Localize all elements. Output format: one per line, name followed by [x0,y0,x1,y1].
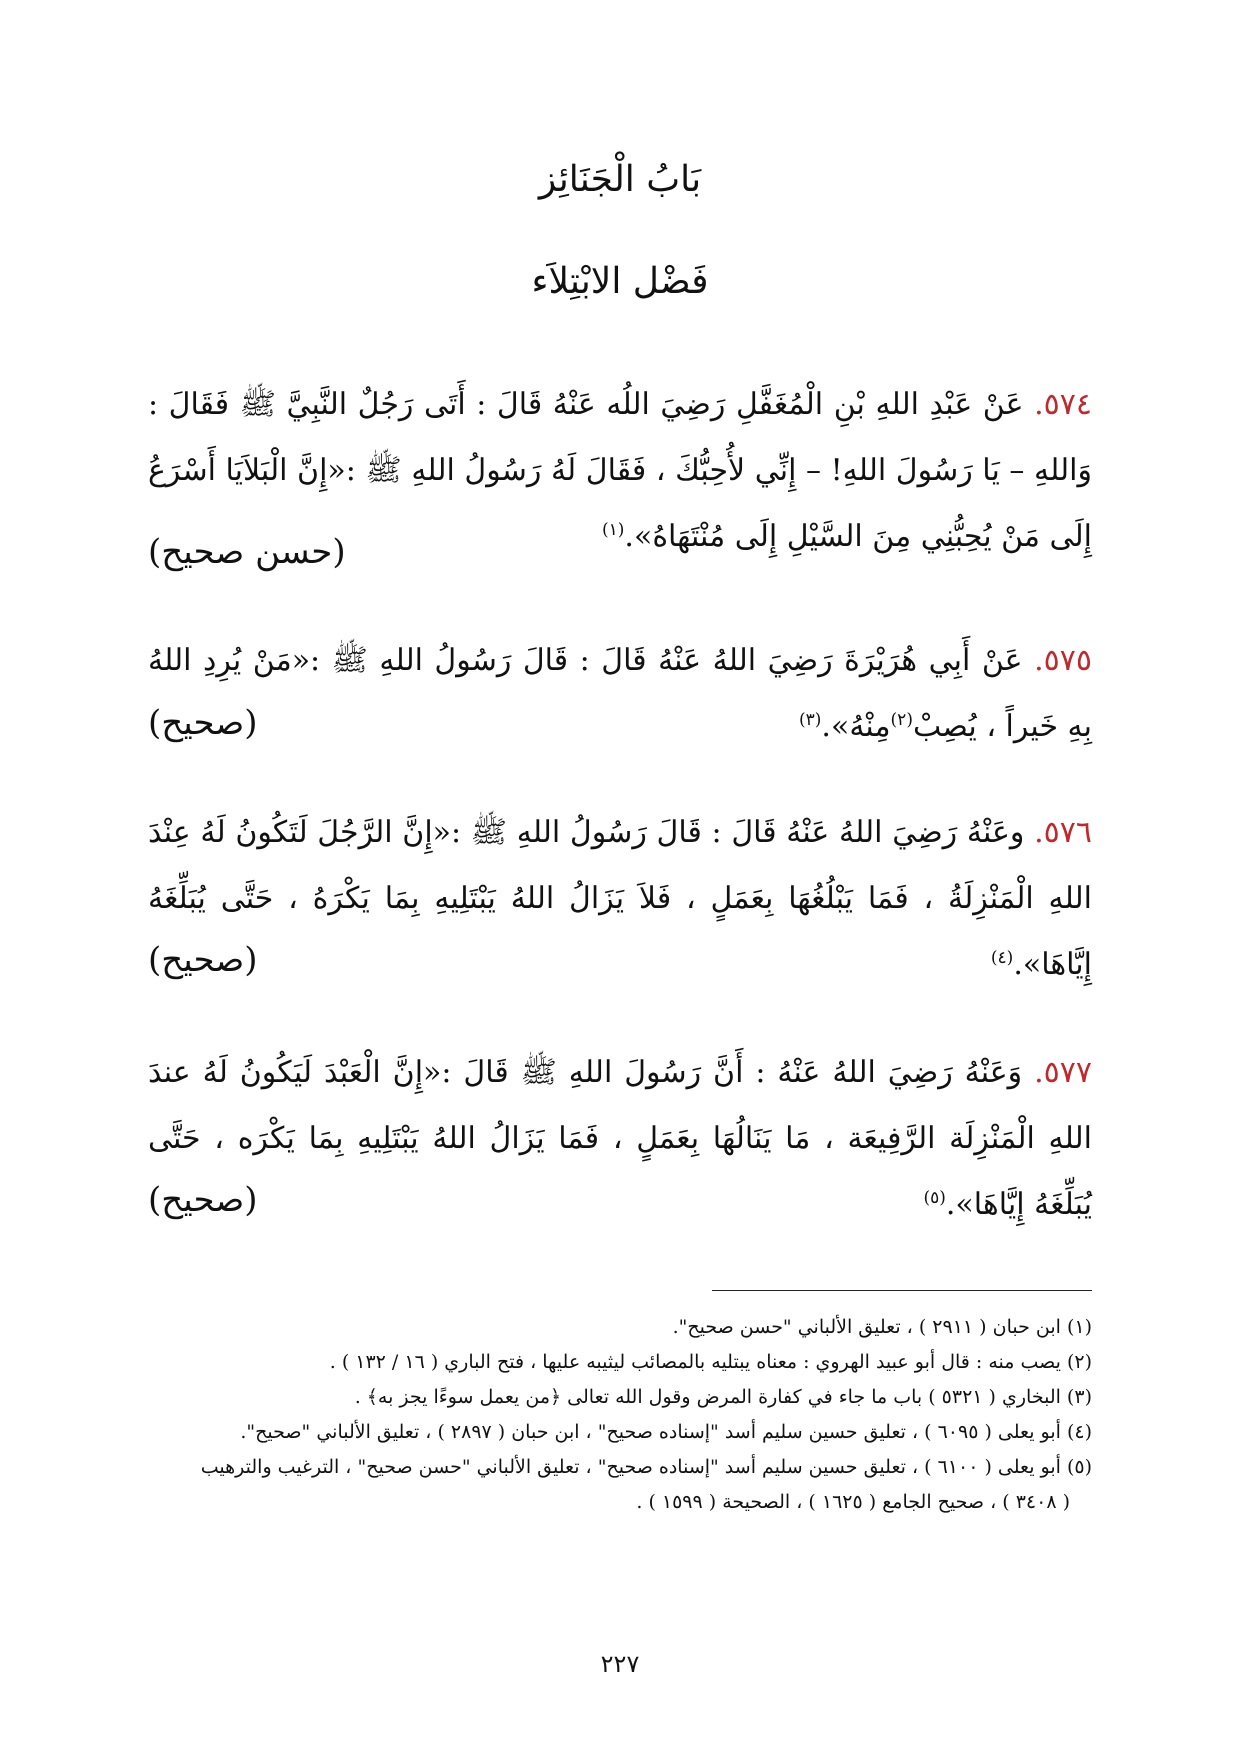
footnote-2: (٢) يصب منه : قال أبو عبيد الهروي : معناه يبتليه بالمصائب ليثيبه عليها ، فتح الباري ( ١٦ / ١٣٢ ) . [329,1351,1092,1373]
hadith-grade: (صحيح) [148,1180,258,1220]
footnote-4: (٤) أبو يعلى ( ٦٠٩٥ ) ، تعليق حسين سليم أسد "إسناده صحيح" ، ابن حبان ( ٢٨٩٧ ) ، تعليق الألباني "صحيح". [240,1421,1092,1443]
hadith-body: عَنْ عَبْدِ اللهِ بْنِ الْمُغَفَّلِ رَضِيَ اللُه عَنْهُ قَالَ : أَتَى رَجُلٌ النَّبِيَّ ﷺ فَقَالَ : وَاللهِ – يَا رَسُولَ اللهِ! – إِنِّي لأُحِبُّكَ ، فَقَالَ لَهُ رَسُولُ اللهِ ﷺ :«إِنَّ الْبَلاَيَا أَسْرَعُ إِلَى مَنْ يُحِبُّنِي مِنَ السَّيْلِ إِلَى مُنْتَهَاهُ». [148,387,1092,554]
hadith-number: ٥٧٧. [1034,1055,1093,1090]
hadith-grade: (حسن صحيح) [148,532,346,572]
footnote-ref[interactable]: (٣) [799,710,822,730]
footnote-ref[interactable]: (٥) [923,1188,946,1208]
hadith-575 [148,628,1092,760]
hadith-text [148,628,1092,760]
footnote-ref[interactable]: (٤) [990,948,1014,968]
page-number: ٢٢٧ [600,1650,640,1678]
book-page [148,0,1092,1754]
footnote-5-continuation: ( ٣٤٠٨ ) ، صحيح الجامع ( ١٦٢٥ ) ، الصحيحة ( ١٥٩٩ ) . [636,1491,1070,1513]
hadith-text [148,800,1092,998]
hadith-grade: (صحيح) [148,703,258,743]
footnotes [148,1310,1092,1520]
hadith-body: عَنْ أَبِي هُرَيْرَةَ رَضِيَ اللهُ عَنْهُ قَالَ : قَالَ رَسُولُ اللهِ ﷺ :«مَنْ يُرِدِ اللهُ بِهِ خَيراً ، يُصِبْ [148,643,1092,744]
footnote-ref[interactable]: (١) [602,520,625,540]
footnote-5: (٥) أبو يعلى ( ٦١٠٠ ) ، تعليق حسين سليم أسد "إسناده صحيح" ، تعليق الألباني "حسن صحيح" ، الترغيب والترهيب [200,1456,1092,1478]
hadith-577 [148,1040,1092,1238]
hadith-number: ٥٧٥. [1034,643,1093,678]
hadith-body: وعَنْهُ رَضِيَ اللهُ عَنْهُ قَالَ : قَالَ رَسُولُ اللهِ ﷺ :«إِنَّ الرَّجُلَ لَتَكُونُ لَهُ عِنْدَ اللهِ الْمَنْزِلَةُ ، فَمَا يَبْلُغُهَا بِعَمَلٍ ، فَلاَ يَزَالُ اللهُ يَبْتَلِيهِ بِمَا يَكْرَهُ ، حَتَّى يُبَلِّغَهُ إِيَّاهَا». [148,815,1092,982]
section-title: فَضْل الابْتِلاَء [531,261,709,302]
footnote-ref[interactable]: (٢) [890,710,913,730]
hadith-body-continued: مِنْهُ». [821,709,891,744]
hadith-body: وَعَنْهُ رَضِيَ اللهُ عَنْهُ : أَنَّ رَسُولَ اللهِ ﷺ قَالَ :«إِنَّ الْعَبْدَ لَيَكُونُ لَهُ عندَ اللهِ الْمَنْزِلَة الرَّفِيعَة ، مَا يَنَالُهَا بِعَمَلٍ ، فَمَا يَزَالُ اللهُ يَبْتَلِيهِ بِمَا يَكْرَه ، حَتَّى يُبَلِّغَهُ إِيَّاهَا». [148,1055,1092,1222]
chapter-title: بَابُ الْجَنَائِز [538,159,702,200]
hadith-number: ٥٧٦. [1034,815,1092,850]
footnote-divider [712,1290,1092,1291]
footnote-3: (٣) البخاري ( ٥٣٢١ ) باب ما جاء في كفارة المرض وقول الله تعالى ﴿من يعمل سوءًا يجز به﴾ . [354,1386,1092,1408]
hadith-576 [148,800,1092,998]
hadith-text [148,1040,1092,1238]
hadith-grade: (صحيح) [148,940,258,980]
hadith-number: ٥٧٤. [1034,387,1092,422]
footnote-1: (١) ابن حبان ( ٢٩١١ ) ، تعليق الألباني "حسن صحيح". [672,1316,1092,1338]
